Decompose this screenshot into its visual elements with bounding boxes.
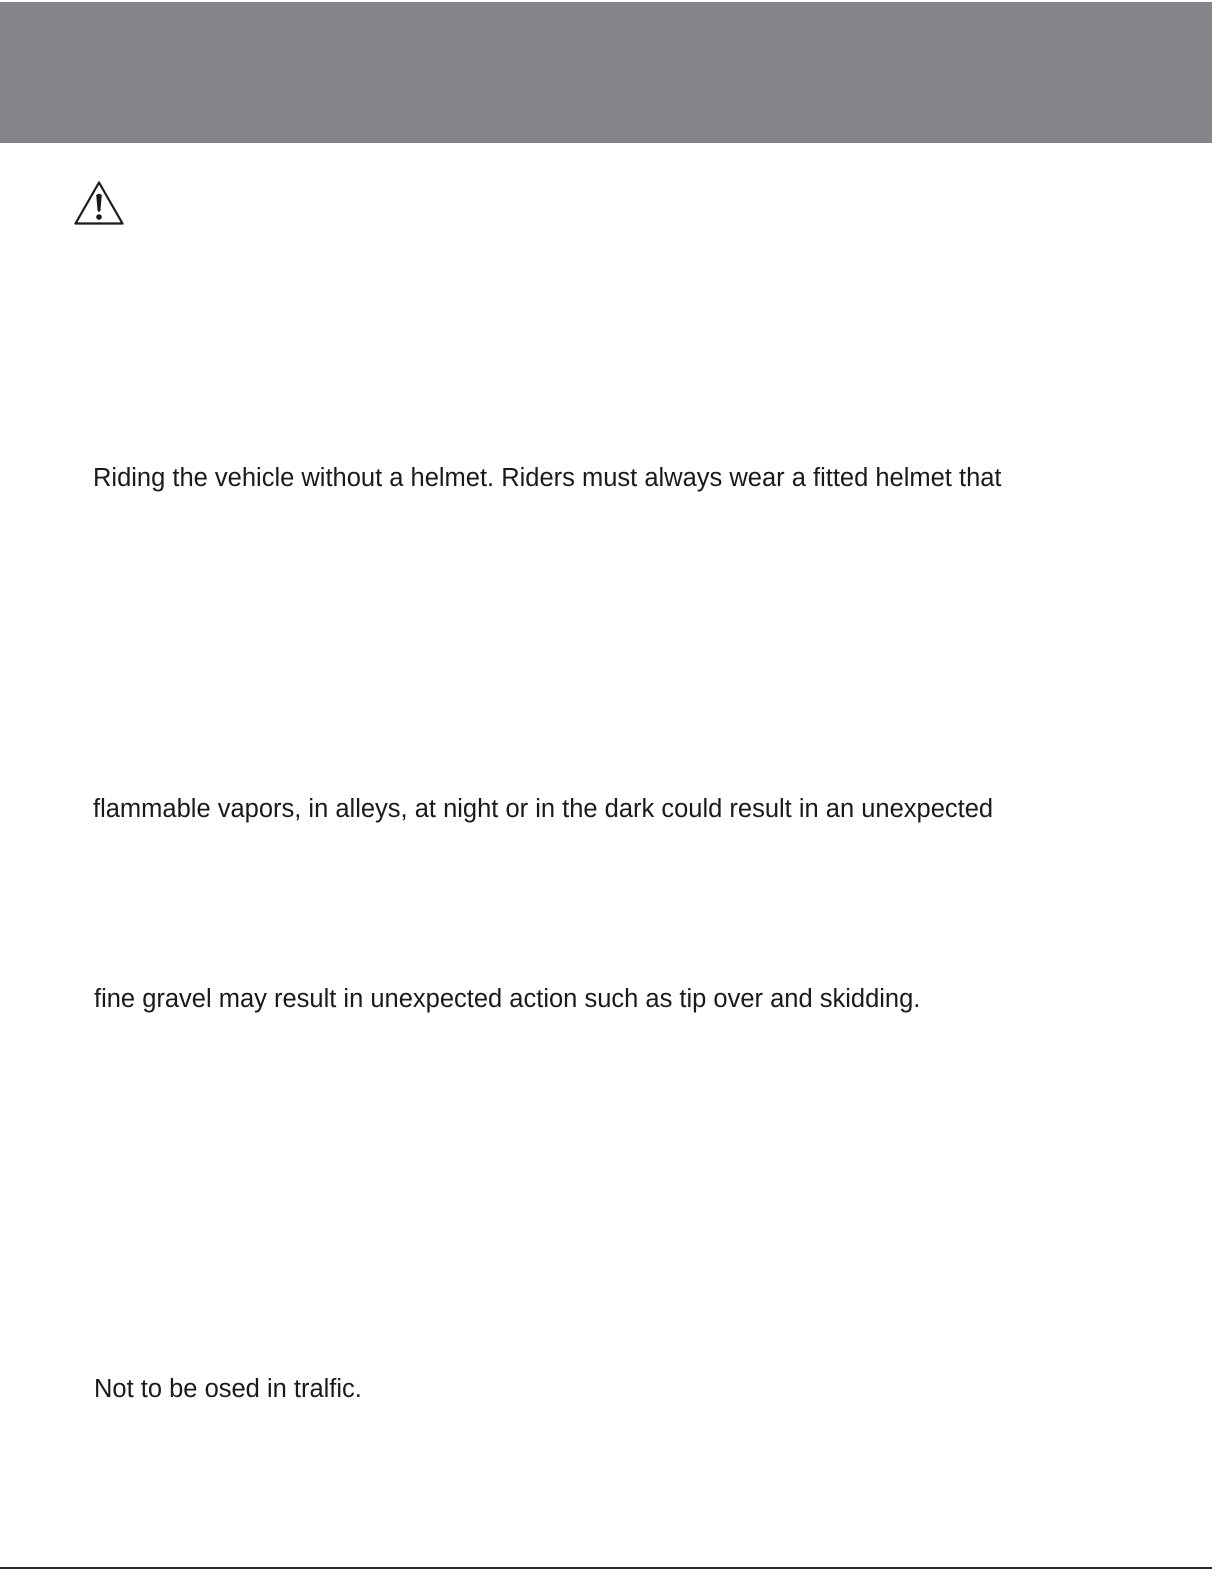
warning-triangle-icon <box>73 180 125 226</box>
warning-text-line: flammable vapors, in alleys, at night or in the dark could result in an unexpected <box>93 795 994 823</box>
warning-text-line: Riding the vehicle without a helmet. Riders must always wear a fitted helmet that <box>93 464 1002 492</box>
warning-text-line: Not to be osed in tralfic. <box>94 1375 362 1403</box>
warning-text-line: fine gravel may result in unexpected action such as tip over and skidding. <box>94 985 921 1013</box>
header-band <box>0 2 1212 143</box>
bottom-divider <box>0 1567 1212 1569</box>
